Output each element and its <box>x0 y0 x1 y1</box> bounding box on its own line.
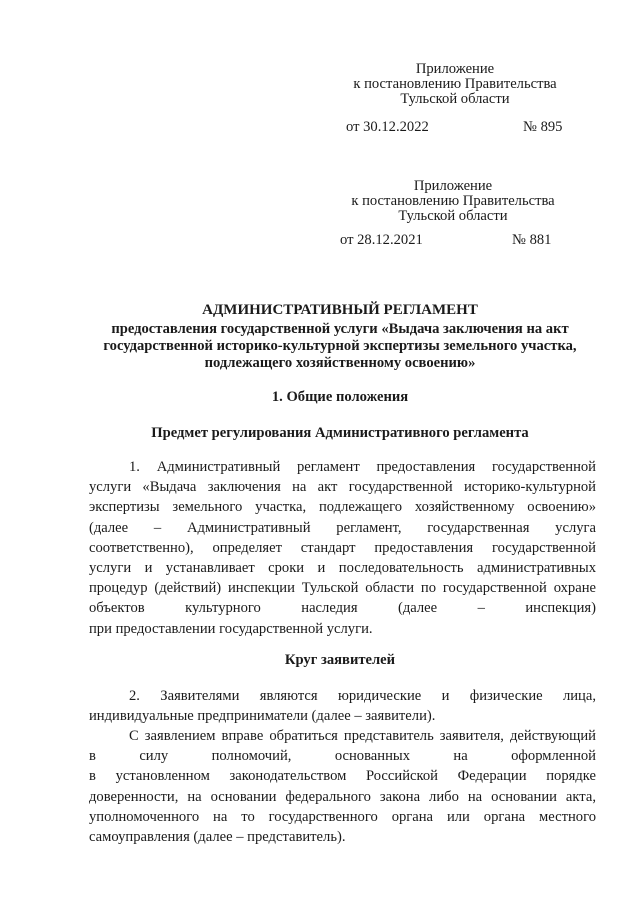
appendix-current-line1: Приложение <box>415 61 495 77</box>
section-subject-heading: Предмет регулирования Административного регламента <box>151 425 529 441</box>
paragraph-3 <box>89 726 596 847</box>
appendix-previous-line2: к постановлению Правительства <box>351 193 555 209</box>
appendix-previous-block <box>328 179 578 224</box>
appendix-current-date-row <box>0 119 640 137</box>
paragraph-2 <box>89 686 596 726</box>
paragraph-3-line: в силу полномочий, основанных на оформленной <box>89 748 596 765</box>
regulation-title-block <box>80 302 600 372</box>
regulation-subtitle-line3: подлежащего хозяйственному освоению» <box>204 355 476 371</box>
regulation-title: АДМИНИСТРАТИВНЫЙ РЕГЛАМЕНТ <box>202 302 478 318</box>
paragraph-1-line: при предоставлении государственной услуги. <box>89 620 373 637</box>
paragraph-1-line: соответственно), определяет стандарт предоставления государственной <box>89 539 596 556</box>
paragraph-1-line: услуги «Выдача заключения на акт государственной историко-культурной <box>89 479 596 496</box>
paragraph-3-line: в установленном законодательством Российской Федерации порядке <box>89 768 596 785</box>
section-applicants-heading: Круг заявителей <box>284 652 396 668</box>
paragraph-1-line: объектов культурного наследия (далее – инспекция) <box>89 600 596 617</box>
paragraph-2-line: 2. Заявителями являются юридические и физические лица, <box>129 688 596 704</box>
paragraph-3-line: самоуправления (далее – представитель). <box>89 829 346 846</box>
regulation-subtitle-line2: государственной историко-культурной экспертизы земельного участка, <box>103 338 577 354</box>
appendix-previous-number: № 881 <box>512 232 552 248</box>
appendix-previous-date-row <box>0 232 640 250</box>
paragraph-3-line: уполномоченного на то государственного органа или органа местного <box>89 808 596 825</box>
paragraph-3-line: доверенности, на основании федерального закона либо на основании акта, <box>89 788 596 805</box>
appendix-current-line2: к постановлению Правительства <box>353 76 557 92</box>
paragraph-1-line: услуги и устанавливает сроки и последовательность административных <box>89 560 596 577</box>
appendix-previous-date: от 28.12.2021 <box>340 232 423 248</box>
paragraph-2-line: индивидуальные предприниматели (далее – заявители). <box>89 708 436 725</box>
appendix-current-number: № 895 <box>523 119 563 135</box>
paragraph-1-line: экспертизы земельного участка, подлежащего хозяйственному освоению» <box>89 499 596 516</box>
paragraph-3-line: С заявлением вправе обратиться представитель заявителя, действующий <box>129 728 596 744</box>
appendix-current-date: от 30.12.2022 <box>346 119 429 135</box>
paragraph-1-line: 1. Административный регламент предоставления государственной <box>129 459 596 475</box>
appendix-current-line3: Тульской области <box>400 91 510 107</box>
paragraph-1-line: процедур (действий) инспекции Тульской области по государственной охране <box>89 580 596 597</box>
section-general-heading: 1. Общие положения <box>271 389 409 405</box>
appendix-current-block <box>330 62 580 107</box>
appendix-previous-line3: Тульской области <box>398 208 508 224</box>
regulation-subtitle-line1: предоставления государственной услуги «Выдача заключения на акт <box>111 321 569 337</box>
paragraph-1 <box>89 457 596 639</box>
appendix-previous-line1: Приложение <box>413 178 493 194</box>
paragraph-1-line: (далее – Административный регламент, государственная услуга <box>89 519 596 536</box>
